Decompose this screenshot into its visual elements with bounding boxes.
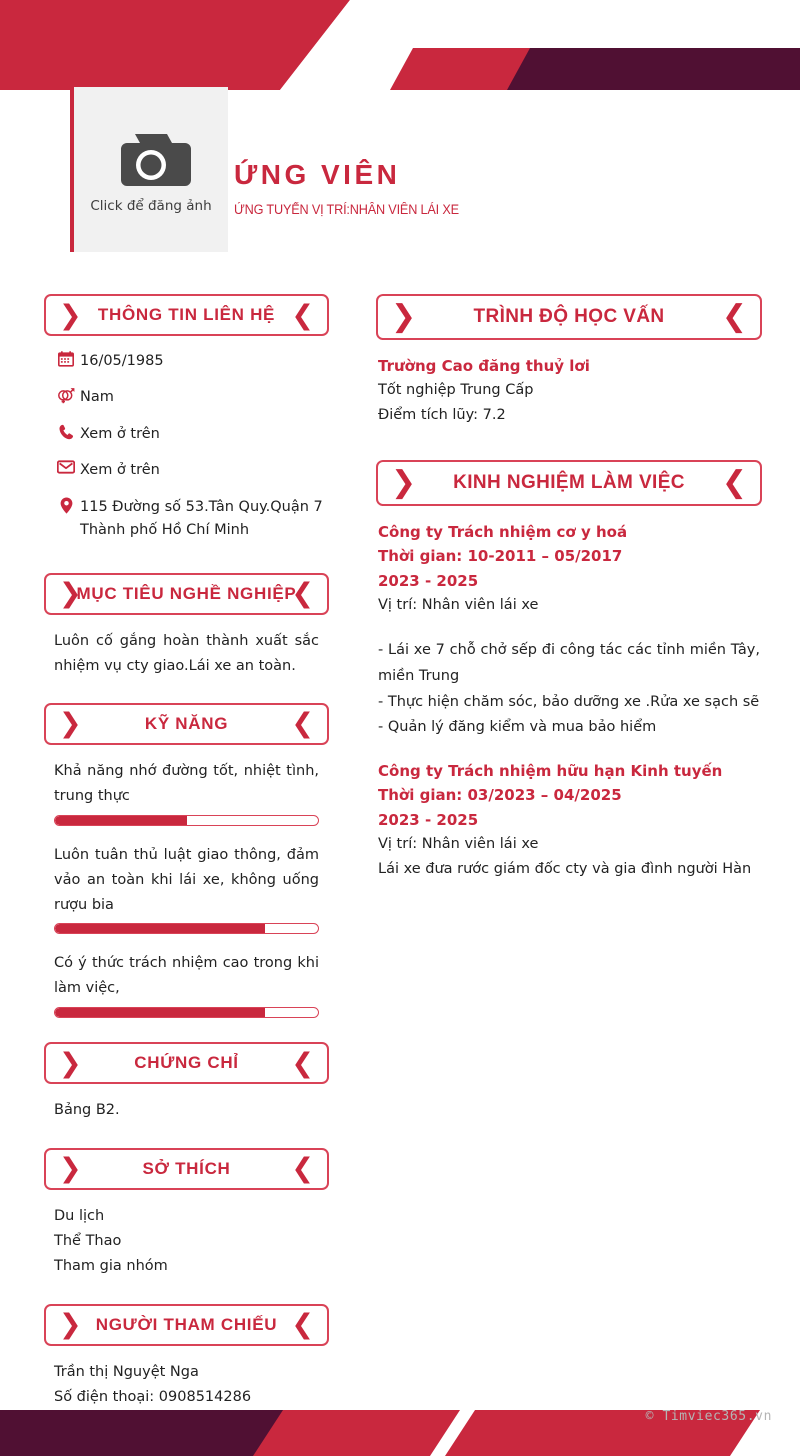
objective-text: Luôn cố gắng hoàn thành xuất sắc nhiệm vụ cty giao.Lái xe an toàn. [54, 632, 319, 674]
chevron-right-icon: ❯ [59, 1047, 82, 1079]
header-decoration [0, 0, 800, 90]
contact-item-email [52, 459, 329, 482]
camera-icon [109, 126, 193, 192]
section-title: THÔNG TIN LIÊN HỆ [97, 305, 276, 324]
skill-label: Có ý thức trách nhiệm cao trong khi làm việc, [54, 955, 319, 997]
section-title: KỸ NĂNG [144, 713, 229, 733]
job-duty: Lái xe đưa rước giám đốc cty và gia đình người Hàn [378, 861, 752, 878]
section-title: SỞ THÍCH [142, 1158, 231, 1178]
candidate-name: ỨNG VIÊN [234, 159, 401, 190]
chevron-right-icon: ❯ [391, 299, 417, 334]
header-shape-dark [507, 48, 800, 90]
section-title: KINH NGHIỆM LÀM VIỆC [453, 472, 685, 494]
contact-value: 16/05/1985 [80, 353, 164, 369]
contact-value: 115 Đường số 53.Tân Quy.Quận 7 Thành phố Hồ Chí Minh [80, 498, 323, 539]
skill-bar-fill [55, 924, 265, 933]
contact-item-gender [52, 386, 329, 409]
experience-entry [376, 520, 762, 741]
chevron-right-icon: ❯ [59, 299, 82, 331]
section-title: NGƯỜI THAM CHIẾU [95, 1314, 278, 1334]
contact-value: Xem ở trên [80, 462, 160, 479]
job-company: Công ty Trách nhiệm hữu hạn Kinh tuyến [378, 762, 723, 781]
chevron-left-icon: ❮ [721, 299, 747, 334]
skill-bar [54, 923, 319, 934]
calendar-icon [52, 350, 80, 367]
chevron-right-icon: ❯ [59, 578, 82, 610]
section-title: CHỨNG CHỈ [134, 1053, 239, 1073]
job-time: Thời gian: 10-2011 – 05/2017 [378, 547, 623, 566]
skill-item [44, 759, 329, 826]
contact-item-birthdate [52, 350, 329, 373]
footer-shape-red-1 [253, 1410, 460, 1456]
skill-bar-fill [55, 1008, 265, 1017]
email-icon [52, 459, 80, 474]
skill-item [44, 843, 329, 935]
location-pin-icon [52, 496, 80, 514]
section-header-skills [44, 703, 329, 745]
job-time: Thời gian: 03/2023 – 04/2025 [378, 786, 622, 805]
phone-icon [52, 423, 80, 440]
section-title: TRÌNH ĐỘ HỌC VẤN [473, 306, 665, 327]
chevron-left-icon: ❮ [291, 299, 314, 331]
section-header-hobbies [44, 1148, 329, 1190]
photo-caption: Click để đăng ảnh [90, 197, 212, 214]
footer-credit: © Timviec365.vn [645, 1409, 772, 1424]
education-entry [376, 354, 762, 428]
section-header-education [376, 294, 762, 340]
section-header-experience [376, 460, 762, 506]
chevron-left-icon: ❮ [291, 1047, 314, 1079]
section-header-objective [44, 573, 329, 615]
job-duty: - Lái xe 7 chỗ chở sếp đi công tác các tỉnh miền Tây, miền Trung [378, 642, 760, 684]
right-column [376, 294, 762, 882]
hobby-item: Tham gia nhóm [54, 1258, 168, 1275]
chevron-right-icon: ❯ [59, 1153, 82, 1185]
job-years: 2023 - 2025 [378, 810, 479, 829]
chevron-left-icon: ❮ [291, 1309, 314, 1341]
job-position: Vị trí: Nhân viên lái xe [378, 836, 539, 853]
contact-item-phone [52, 423, 329, 446]
job-years: 2023 - 2025 [378, 571, 479, 590]
skill-label: Luôn tuân thủ luật giao thông, đảm vảo an toàn khi lái xe, không uống rượu bia [54, 846, 319, 913]
job-company: Công ty Trách nhiệm cơ y hoá [378, 523, 628, 542]
candidate-header [234, 160, 473, 217]
hobby-item: Thể Thao [54, 1233, 122, 1250]
hobby-item: Du lịch [54, 1207, 105, 1224]
contact-value: Nam [80, 389, 114, 406]
experience-entry [376, 759, 762, 882]
contact-value: Xem ở trên [80, 425, 160, 442]
section-title: MỤC TIÊU NGHỀ NGHIỆP [76, 583, 297, 603]
photo-upload-placeholder[interactable] [70, 84, 228, 252]
skill-bar [54, 1007, 319, 1018]
applied-position: ỨNG TUYỂN VỊ TRÍ:NHÂN VIÊN LÁI XE [234, 201, 459, 217]
certificate-item: Bảng B2. [54, 1102, 120, 1119]
contact-item-address [52, 496, 329, 543]
section-header-contact [44, 294, 329, 336]
chevron-left-icon: ❮ [291, 578, 314, 610]
skill-label: Khả năng nhớ đường tốt, nhiệt tình, trung thực [54, 762, 319, 804]
section-header-references [44, 1304, 329, 1346]
chevron-left-icon: ❮ [291, 1153, 314, 1185]
chevron-left-icon: ❮ [721, 465, 747, 501]
left-column [44, 294, 329, 1411]
reference-name: Trần thị Nguyệt Nga [54, 1363, 199, 1380]
chevron-right-icon: ❯ [59, 708, 82, 740]
job-duty: - Thực hiện chăm sóc, bảo dưỡng xe .Rửa xe sạch sẽ [378, 693, 760, 710]
skill-bar [54, 815, 319, 826]
education-gpa: Điểm tích lũy: 7.2 [378, 407, 506, 424]
job-duty: - Quản lý đăng kiểm và mua bảo hiểm [378, 719, 657, 736]
skill-bar-fill [55, 816, 187, 825]
skill-item [44, 951, 329, 1018]
chevron-right-icon: ❯ [59, 1309, 82, 1341]
reference-phone: Số điện thoại: 0908514286 [54, 1389, 252, 1406]
chevron-left-icon: ❮ [291, 708, 314, 740]
job-position: Vị trí: Nhân viên lái xe [378, 597, 539, 614]
chevron-right-icon: ❯ [391, 465, 417, 501]
gender-icon [52, 386, 80, 404]
contact-list [52, 350, 329, 543]
section-header-certificates [44, 1042, 329, 1084]
education-school: Trường Cao đăng thuỷ lơi [378, 357, 590, 375]
footer-decoration [0, 1396, 800, 1456]
education-degree: Tốt nghiệp Trung Cấp [378, 382, 534, 399]
